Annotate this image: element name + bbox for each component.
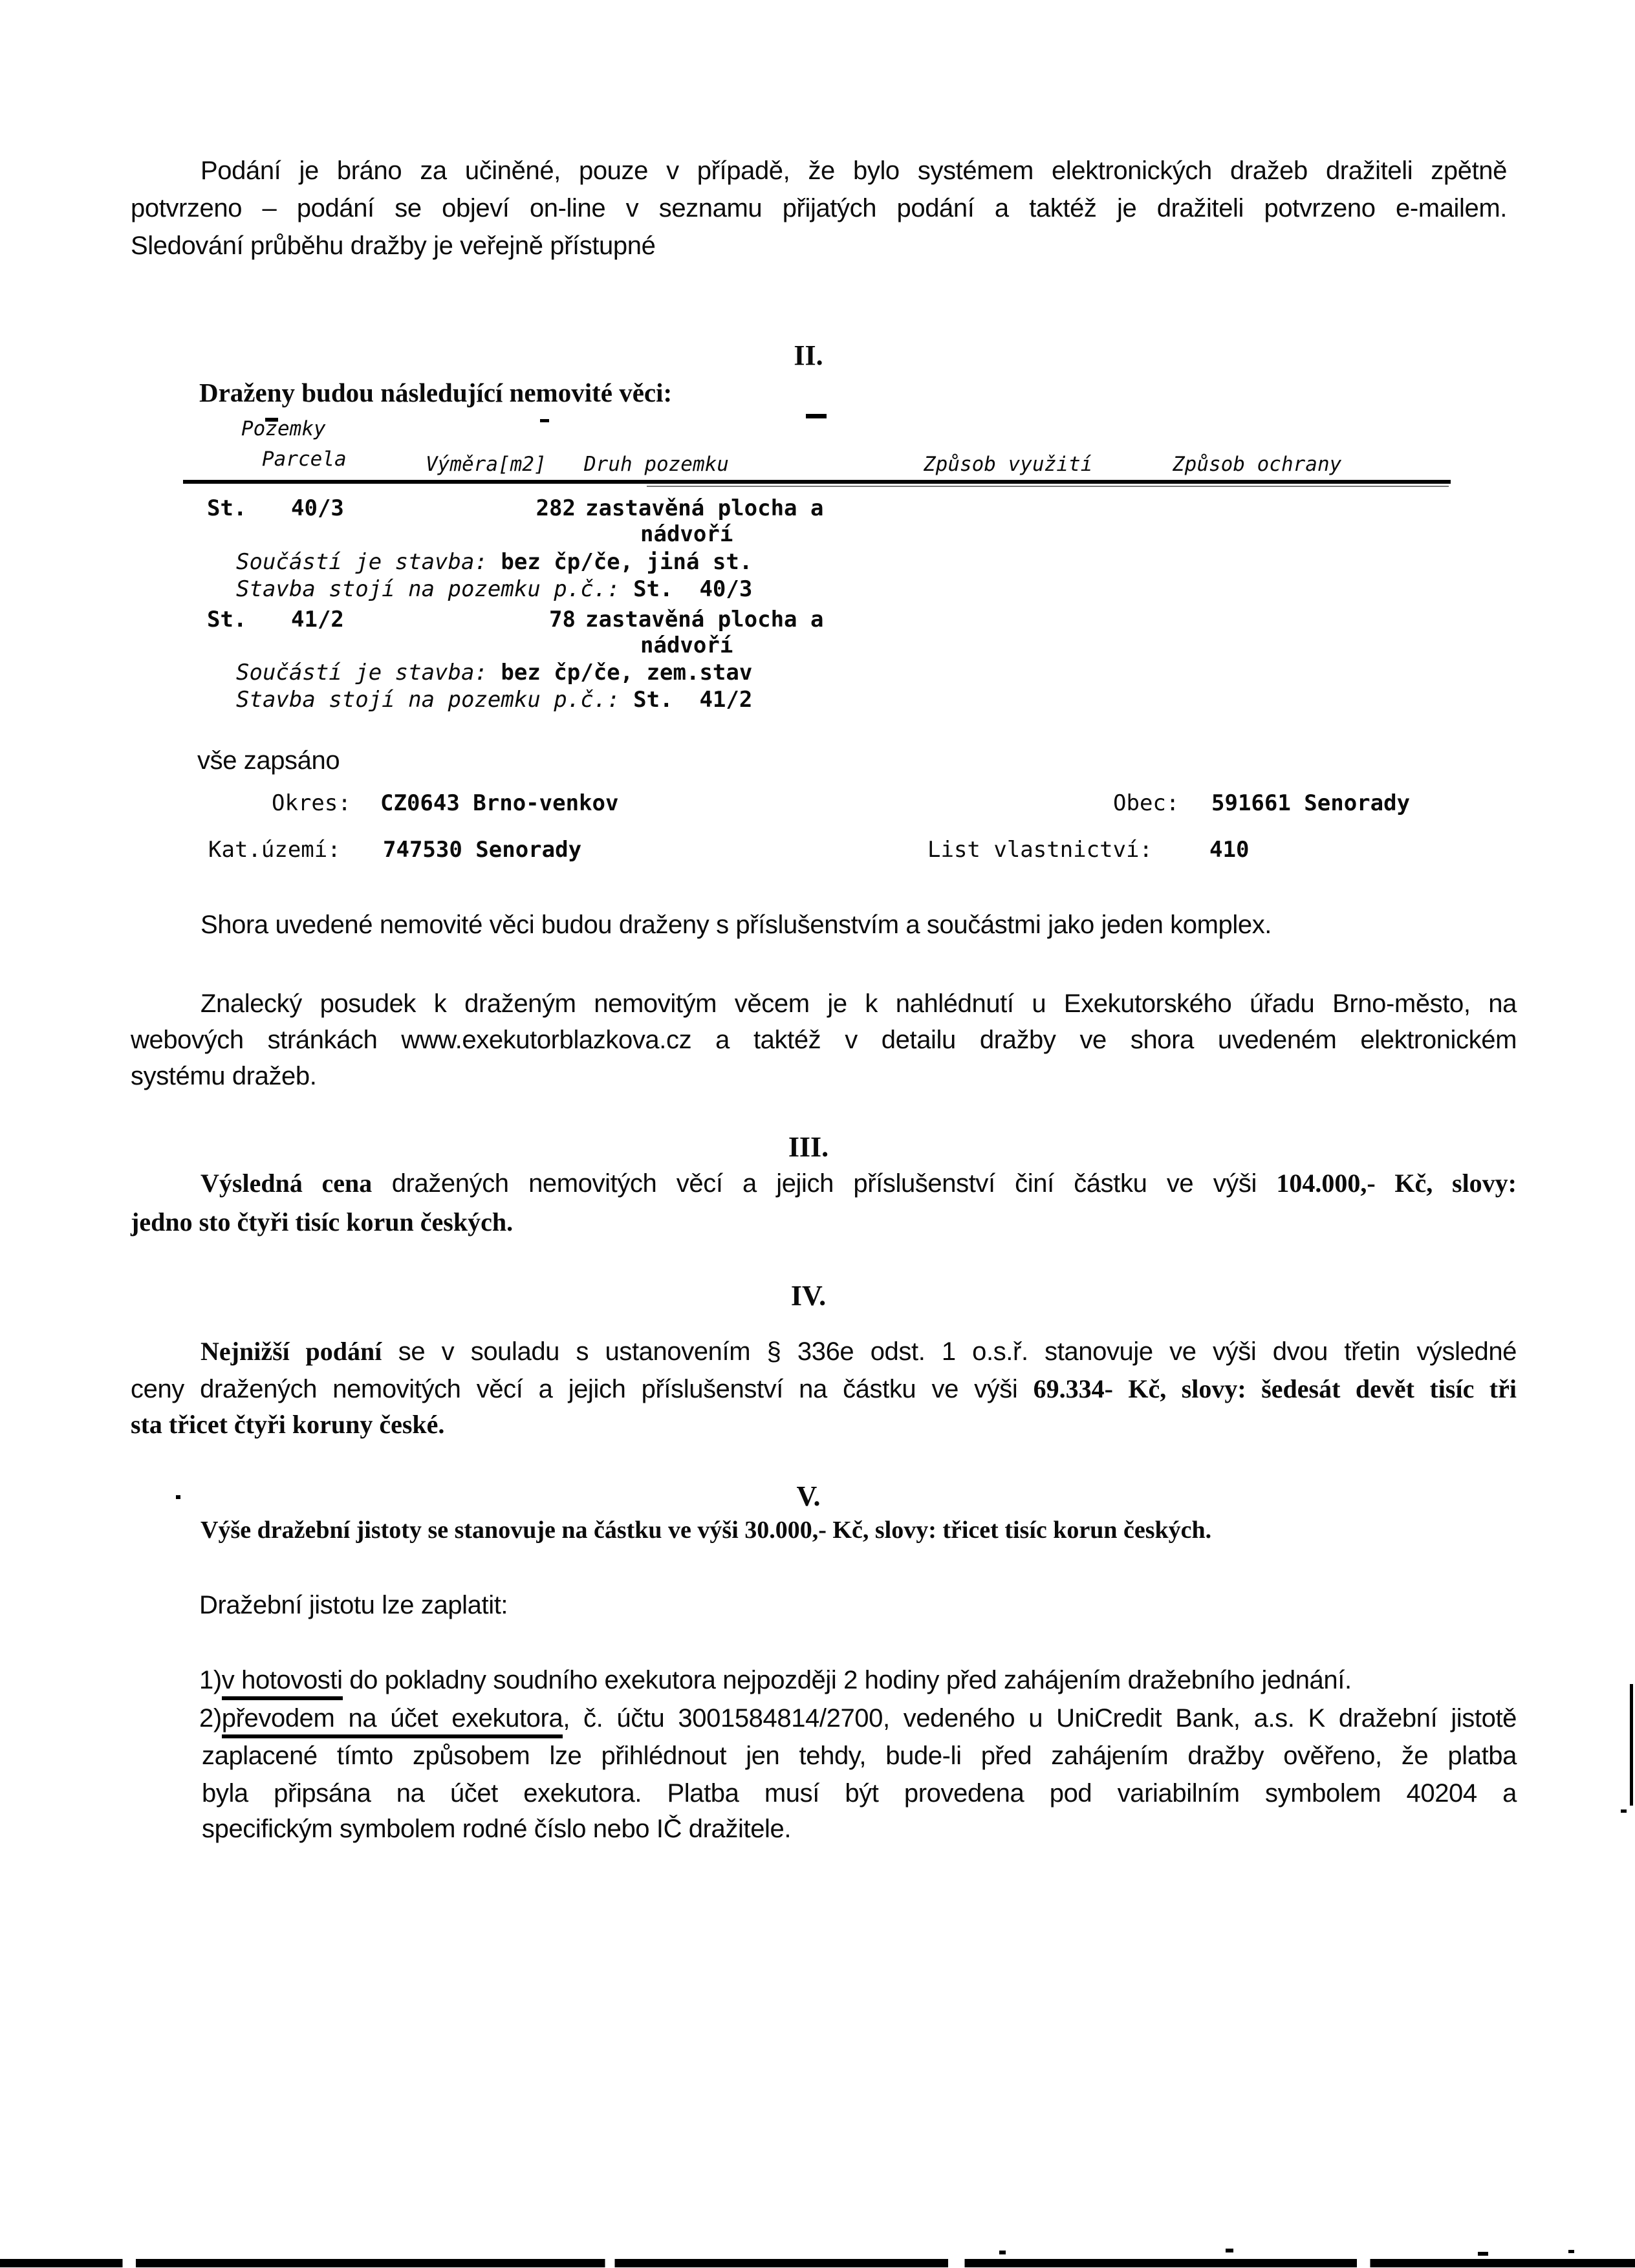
scan-artifact-dot	[176, 1495, 180, 1499]
pay-intro-line: Dražební jistotu lze zaplatit:	[199, 1591, 508, 1619]
section-4-line-3: sta třicet čtyři koruny české.	[131, 1410, 445, 1439]
row1-soucast-line	[236, 549, 752, 575]
section-3-line-1-mid: dražených nemovitých věcí a jejich příslušenství činí částku ve výši	[372, 1169, 1277, 1198]
row2-druh-line2: nádvoří	[640, 632, 733, 658]
section-3-line-2: jedno sto čtyři tisíc korun českých.	[131, 1207, 514, 1237]
row2-stavba-label: Stavba stojí na pozemku p.č.:	[236, 687, 634, 713]
section-4-line-2-lead: ceny dražených nemovitých věcí a jejich příslušenství na částku ve výši	[131, 1375, 1034, 1403]
row1-stavba-line	[236, 576, 752, 602]
section-4-line-2	[131, 1374, 1517, 1405]
row1-stavba-label: Stavba stojí na pozemku p.č.:	[236, 576, 634, 602]
table-header-rule	[183, 480, 1451, 484]
scan-artifact-dot	[540, 419, 549, 422]
scan-artifact-bottom-bar	[0, 2259, 1635, 2267]
section-3-line-1	[200, 1168, 1517, 1199]
table-header-ochrana: Způsob ochrany	[1173, 453, 1342, 476]
scan-artifact-speck	[999, 2251, 1006, 2254]
table-header-vyuziti: Způsob využití	[924, 453, 1093, 476]
row2-stavba-value: St. 41/2	[633, 687, 753, 713]
row2-prefix: St.	[207, 607, 247, 632]
obec-value: 591661 Senorady	[1211, 790, 1411, 816]
kat-uzemi-value: 747530 Senorady	[383, 837, 582, 863]
row2-stavba-line	[236, 687, 752, 713]
obec-label: Obec:	[1113, 790, 1180, 816]
list-vlastnictvi-label: List vlastnictví:	[927, 837, 1153, 863]
row1-stavba-value: St. 40/3	[633, 576, 753, 602]
intro-line-1: Podání je bráno za učiněné, pouze v případě, že bylo systémem elektronických dražeb dražiteli zpětně	[200, 157, 1507, 185]
item-1-underlined: v hotovosti	[222, 1666, 343, 1700]
row1-parcela: 40/3	[291, 495, 344, 521]
section-2-numeral: II.	[794, 340, 823, 371]
kat-uzemi-label: Kat.území:	[208, 837, 341, 863]
table-header-parcela: Parcela	[262, 448, 347, 471]
row1-druh-line2: nádvoří	[640, 521, 733, 547]
item-2-line-1-rest: , č. účtu 3001584814/2700, vedeného u UniCredit Bank, a.s. K dražební jistotě	[563, 1704, 1517, 1733]
section-4-numeral: IV.	[790, 1280, 827, 1312]
znalecky-line-2: webových stránkách www.exekutorblazkova.cz a taktéž v detailu dražby ve shora uvedeném elektronickém	[131, 1026, 1517, 1054]
scan-artifact-speck	[1226, 2249, 1233, 2252]
item-2-marker: 2)	[199, 1704, 222, 1733]
row1-soucast-value: bez čp/če, jiná st.	[501, 549, 753, 575]
scan-artifact-speck	[1621, 1809, 1627, 1813]
payment-item-2-line-2: zaplacené tímto způsobem lze přihlédnout jen tehdy, bude-li před zahájením dražby ověřeno, že platba	[202, 1742, 1517, 1770]
intro-line-3: Sledování průběhu dražby je veřejně přístupné	[131, 232, 656, 260]
list-vlastnictvi-value: 410	[1209, 837, 1250, 863]
castka-104000-bold: 104.000,- Kč, slovy:	[1276, 1169, 1517, 1198]
section-4-line-1-rest: se v souladu s ustanovením § 336e odst. 1 o.s.ř. stanovuje ve výši dvou třetin výsledné	[382, 1337, 1517, 1366]
row1-druh-line1: zastavěná plocha a	[585, 495, 824, 521]
vse-zapsano: vše zapsáno	[197, 746, 340, 775]
shora-line: Shora uvedené nemovité věci budou draženy s příslušenstvím a součástmi jako jeden komplex.	[200, 911, 1272, 939]
znalecky-line-1: Znalecký posudek k draženým nemovitým věcem je k nahlédnutí u Exekutorského úřadu Brno-město, na	[200, 989, 1517, 1018]
table-header-vymera: Výměra[m2]	[426, 453, 547, 476]
znalecky-line-3: systému dražeb.	[131, 1062, 317, 1090]
row1-vymera: 282	[536, 495, 576, 521]
table-group-label: Pozemky	[241, 417, 326, 440]
row2-parcela: 41/2	[291, 607, 344, 632]
row2-druh-line1: zastavěná plocha a	[585, 607, 824, 632]
section-3-numeral: III.	[788, 1131, 829, 1163]
row2-vymera: 78	[549, 607, 576, 632]
jistota-line: Výše dražební jistoty se stanovuje na částku ve výši 30.000,- Kč, slovy: třicet tisíc korun českých.	[200, 1517, 1212, 1544]
payment-item-1	[199, 1665, 1352, 1696]
scan-artifact-dash	[806, 414, 827, 418]
row2-soucast-value: bez čp/če, zem.stav	[501, 660, 753, 686]
nejnizsi-podani-bold: Nejnižší podání	[200, 1337, 382, 1366]
scan-artifact-speck	[1568, 2250, 1574, 2253]
intro-line-2: potvrzeno – podání se objeví on-line v seznamu přijatých podání a taktéž je dražiteli potvrzeno e-mailem.	[131, 194, 1507, 222]
row1-prefix: St.	[207, 495, 247, 521]
okres-label: Okres:	[272, 790, 351, 816]
scan-artifact-vertical-line	[1630, 1684, 1633, 1806]
scan-artifact-speck	[1478, 2252, 1488, 2256]
item-1-rest: do pokladny soudního exekutora nejpozději 2 hodiny před zahájením dražebního jednání.	[342, 1666, 1352, 1694]
row2-soucast-line	[236, 660, 752, 686]
table-header-rule-noise	[647, 486, 1449, 487]
vysledna-cena-bold: Výsledná cena	[200, 1169, 373, 1198]
castka-69334-bold: 69.334- Kč, slovy: šedesát devět tisíc tři	[1033, 1374, 1517, 1403]
row1-soucast-label: Součástí je stavba:	[236, 549, 501, 575]
section-5-numeral: V.	[796, 1480, 821, 1512]
section-2-heading: Draženy budou následující nemovité věci:	[199, 378, 673, 407]
payment-item-2-line-4: specifickým symbolem rodné číslo nebo IČ dražitele.	[202, 1815, 792, 1843]
row2-soucast-label: Součástí je stavba:	[236, 660, 501, 686]
payment-item-2-line-3: byla připsána na účet exekutora. Platba musí být provedena pod variabilním symbolem 40204 a	[202, 1779, 1517, 1808]
item-1-marker: 1)	[199, 1666, 222, 1694]
section-4-line-1	[200, 1336, 1517, 1367]
payment-item-2-line-1	[199, 1703, 1517, 1734]
item-2-underlined: převodem na účet exekutora	[222, 1704, 563, 1738]
okres-value: CZ0643 Brno-venkov	[380, 790, 619, 816]
table-header-druh: Druh pozemku	[584, 453, 729, 476]
